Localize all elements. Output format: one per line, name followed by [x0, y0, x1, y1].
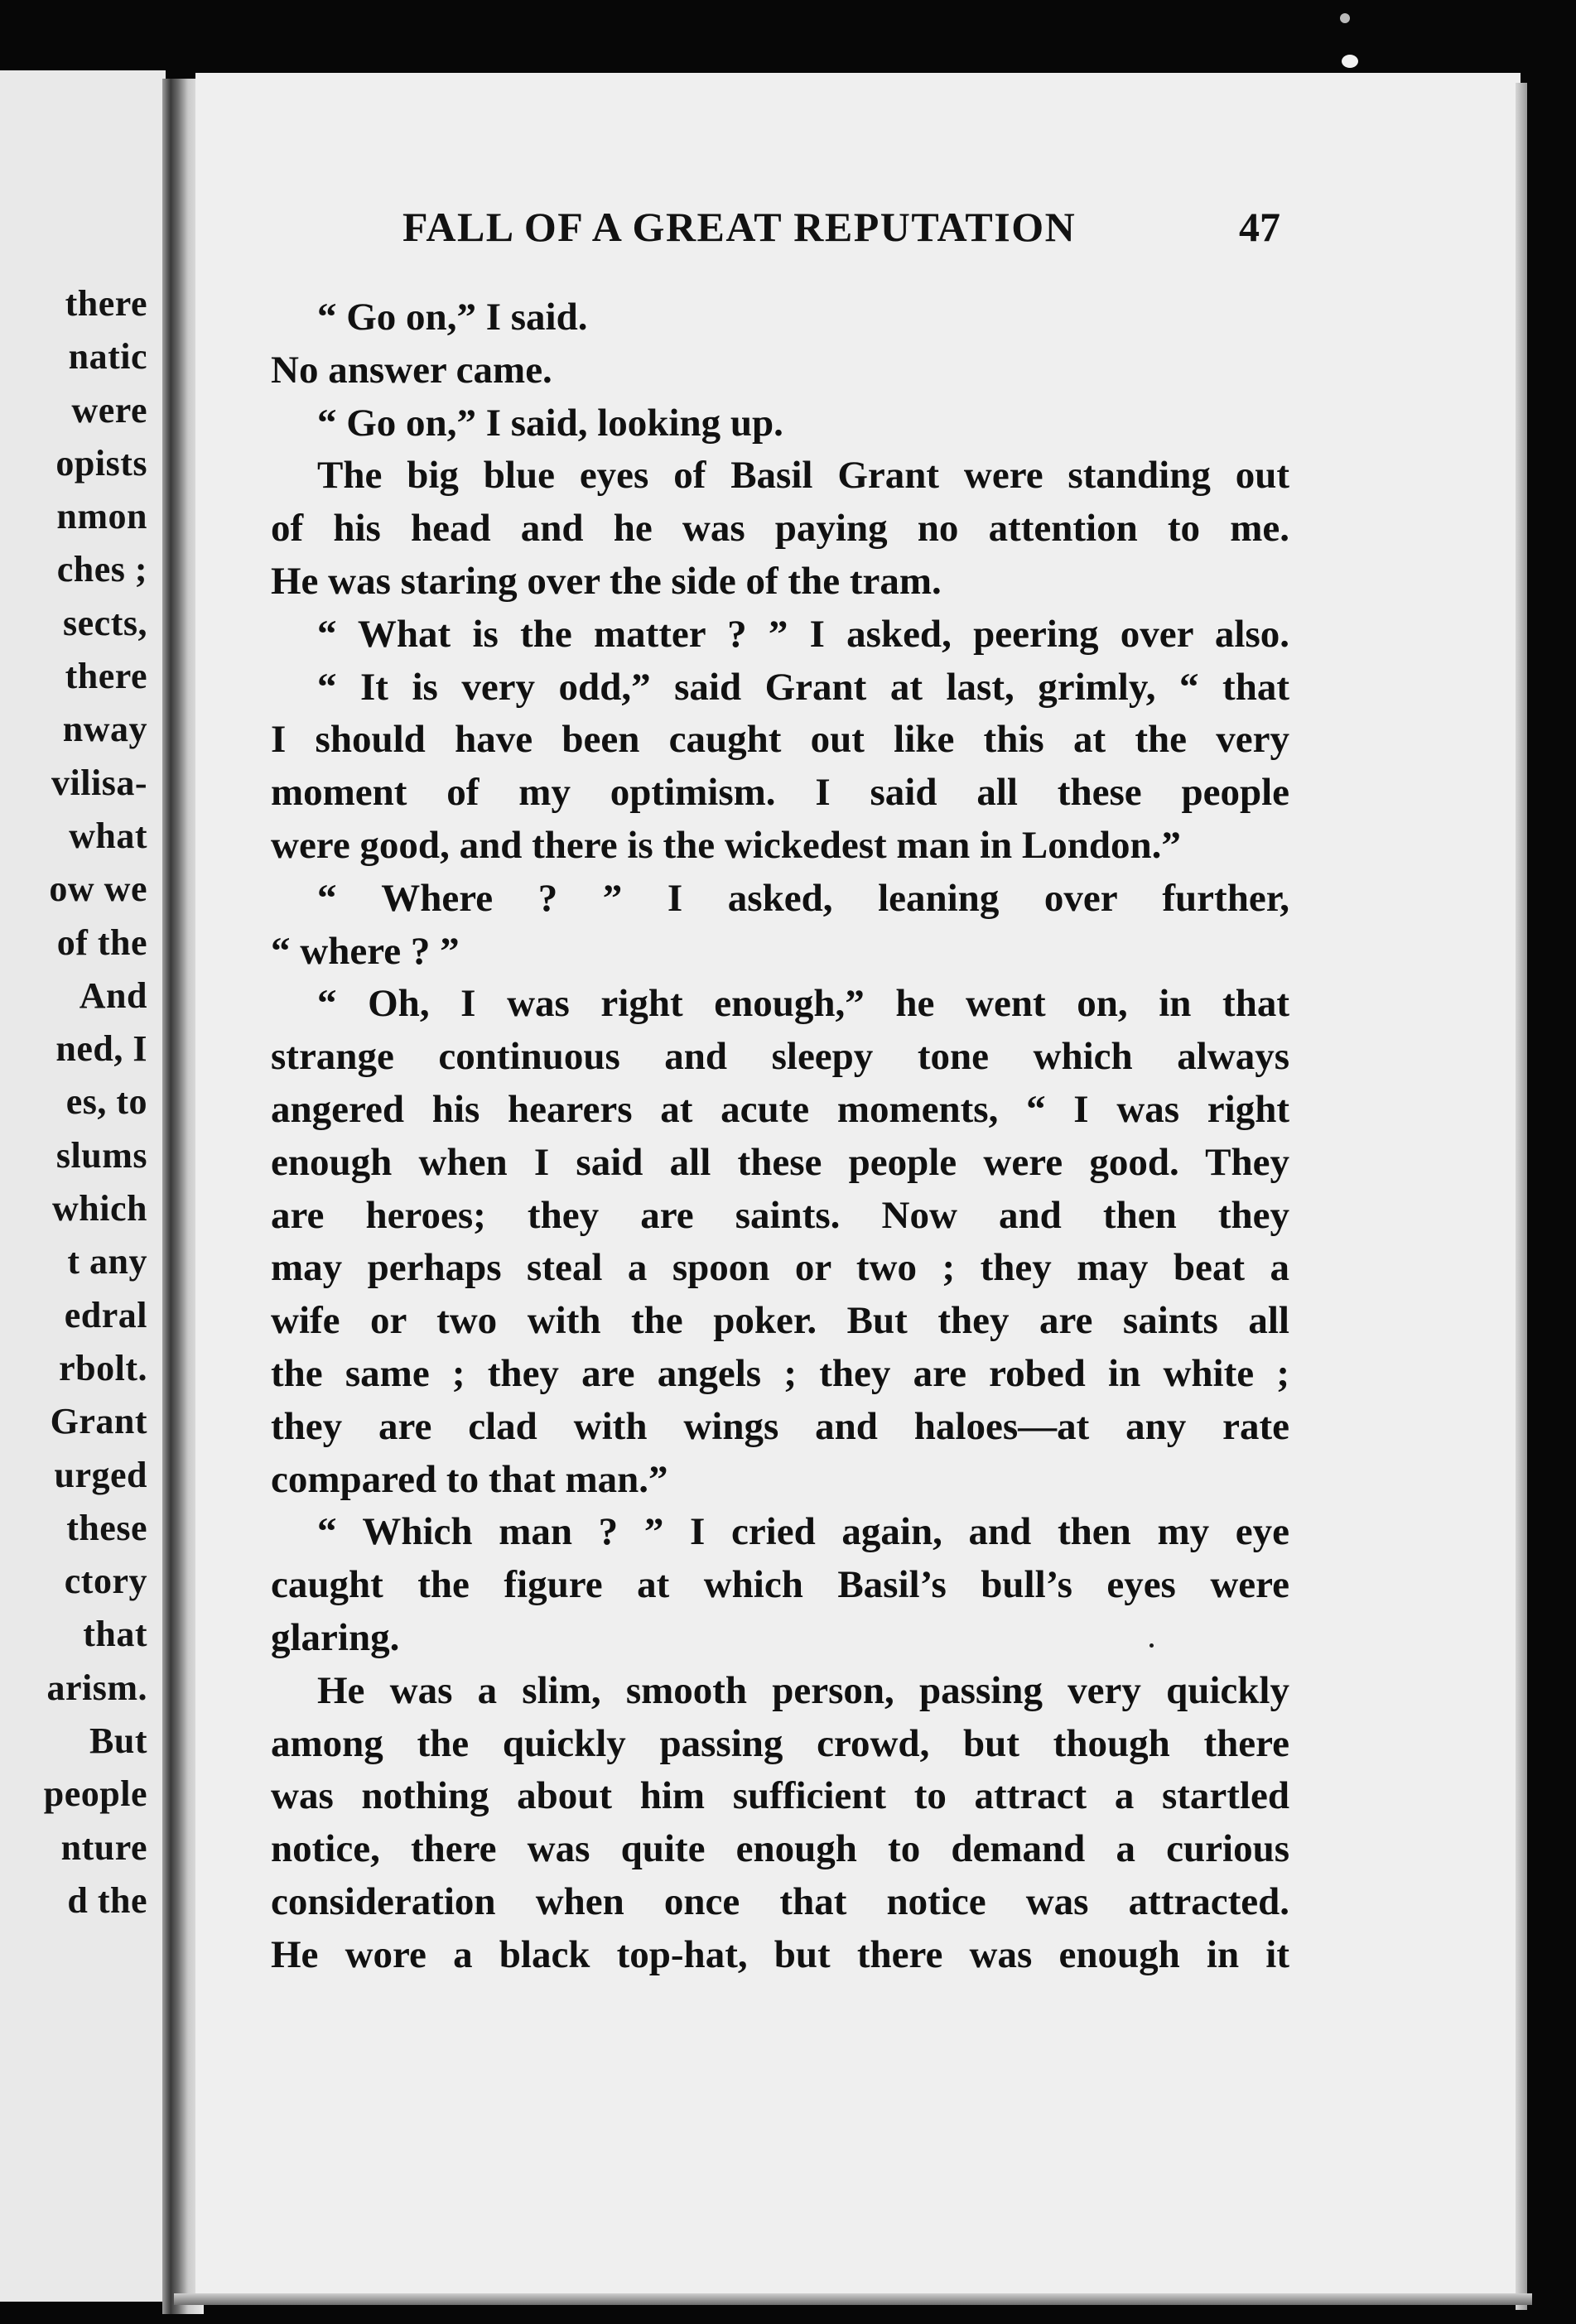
running-head [402, 203, 1280, 261]
text-line: notice, there was quite enough to demand a curious [271, 1827, 1289, 1871]
body-text [271, 291, 1289, 1982]
text-line: the same ; they are angels ; they are robed in white ; [271, 1351, 1289, 1395]
left-facing-page [0, 70, 166, 2302]
text-line: was nothing about him sufficient to attract a startled [271, 1774, 1289, 1818]
scan-speck [1342, 55, 1358, 68]
text-line: of his head and he was paying no attention to me. [271, 507, 1289, 551]
text-line: they are clad with wings and haloes—at any rate [271, 1404, 1289, 1448]
page-number: 47 [1239, 204, 1280, 250]
text-line: consideration when once that notice was attracted. [271, 1879, 1289, 1923]
text-line: strange continuous and sleepy tone which always [271, 1035, 1289, 1079]
text-line: “ where ? ” [271, 929, 460, 973]
text-line: “ Where ? ” I asked, leaning over further, [317, 876, 1289, 920]
page-bottom-edge [174, 2293, 1532, 2305]
text-line: glaring. [271, 1615, 400, 1659]
text-line: “ Oh, I was right enough,” he went on, in that [317, 982, 1289, 1026]
running-head-title: FALL OF A GREAT REPUTATION [402, 204, 1077, 250]
text-line: angered his hearers at acute moments, “ I was right [271, 1087, 1289, 1131]
text-line: He was a slim, smooth person, passing very quickly [317, 1668, 1289, 1712]
text-line: “ It is very odd,” said Grant at last, grimly, “ that [317, 665, 1289, 709]
text-line: were good, and there is the wickedest man in London.” [271, 823, 1181, 867]
text-line: may perhaps steal a spoon or two ; they may beat a [271, 1246, 1289, 1290]
text-line: moment of my optimism. I said all these people [271, 771, 1289, 815]
text-line: The big blue eyes of Basil Grant were standing out [317, 454, 1289, 498]
text-line: “ Which man ? ” I cried again, and then my eye [317, 1510, 1289, 1554]
text-line: “ Go on,” I said. [317, 296, 588, 339]
text-line: among the quickly passing crowd, but though there [271, 1721, 1289, 1765]
text-line: compared to that man.” [271, 1457, 668, 1501]
text-line: enough when I said all these people were good. They [271, 1140, 1289, 1184]
text-line: caught the figure at which Basil’s bull’s eyes were [271, 1563, 1289, 1607]
text-line: are heroes; they are saints. Now and then they [271, 1193, 1289, 1237]
page-edge-shadow [1516, 83, 1527, 2310]
text-line: He wore a black top-hat, but there was enough in it [271, 1932, 1289, 1976]
scan-speck [1149, 1643, 1154, 1648]
text-line: No answer came. [271, 348, 552, 392]
scan-speck [1340, 13, 1350, 23]
text-line: “ Go on,” I said, looking up. [317, 401, 783, 445]
text-line: “ What is the matter ? ” I asked, peering over also. [317, 612, 1289, 656]
text-line: wife or two with the poker. But they are saints all [271, 1299, 1289, 1343]
text-line: I should have been caught out like this at the very [271, 718, 1289, 762]
left-page-text-fragments: there natic were opists nmon ches ; sects, there nway vilisa- what ow we of the And ned, I es, to slums which t any edral rbolt. Grant urged these ctory that arism. But people nture d the [43, 283, 147, 1921]
text-line: He was staring over the side of the tram. [271, 559, 942, 603]
